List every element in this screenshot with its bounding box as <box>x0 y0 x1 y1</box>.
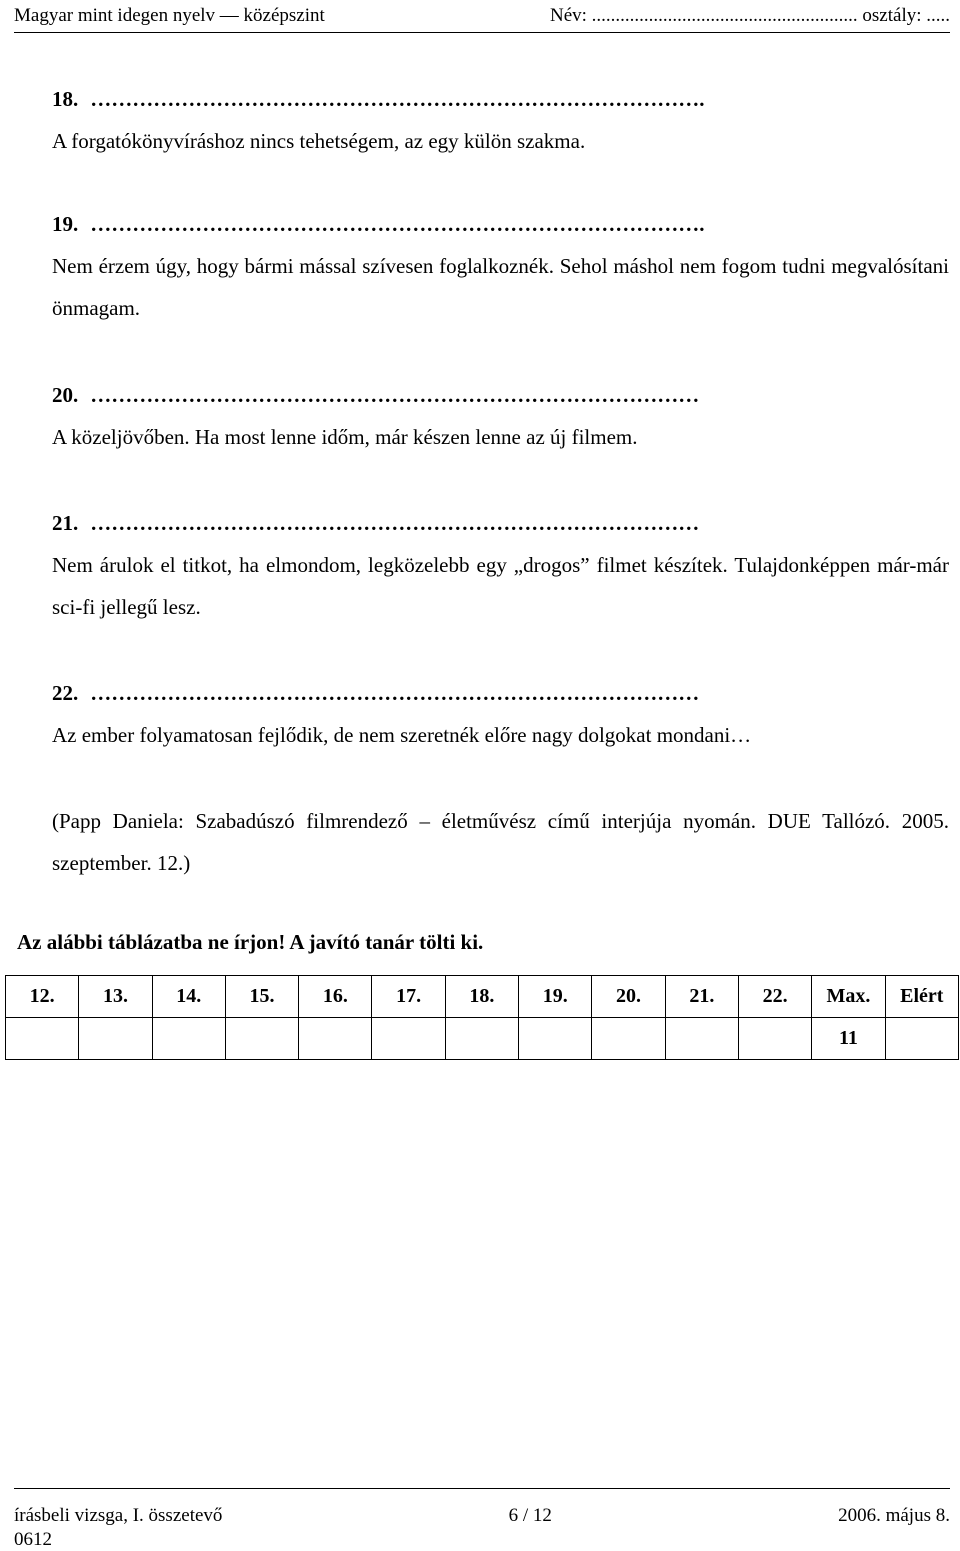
footer-exam-label: írásbeli vizsga, I. összetevő <box>14 1505 223 1526</box>
question-20 <box>52 374 949 458</box>
grading-header-cell: 14. <box>152 976 225 1018</box>
page-footer <box>14 1488 950 1551</box>
question-18 <box>52 78 949 162</box>
grading-header-cell: 19. <box>519 976 592 1018</box>
grading-achieved-cell <box>885 1018 958 1060</box>
question-text: A forgatókönyvíráshoz nincs tehetségem, az egy külön szakma. <box>52 129 586 153</box>
grading-table <box>5 975 959 1060</box>
grading-header-cell: 12. <box>6 976 79 1018</box>
grading-value-cell <box>519 1018 592 1060</box>
grading-header-cell: 13. <box>79 976 152 1018</box>
grading-value-cell <box>225 1018 298 1060</box>
grading-value-cell <box>6 1018 79 1060</box>
grading-value-cell <box>738 1018 811 1060</box>
grading-table-header-row <box>6 976 959 1018</box>
question-19 <box>52 203 949 329</box>
grading-value-cell <box>665 1018 738 1060</box>
question-text: Az ember folyamatosan fejlődik, de nem szeretnék előre nagy dolgokat mondani… <box>52 723 752 747</box>
question-number: 20. <box>52 383 79 407</box>
grading-header-cell: 15. <box>225 976 298 1018</box>
question-21 <box>52 502 949 628</box>
grading-header-cell: 18. <box>445 976 518 1018</box>
question-text: A közeljövőben. Ha most lenne időm, már készen lenne az új filmem. <box>52 425 638 449</box>
question-number: 19. <box>52 212 79 236</box>
grading-header-cell: 20. <box>592 976 665 1018</box>
grading-header-cell: 17. <box>372 976 445 1018</box>
question-number: 21. <box>52 511 79 535</box>
page-header <box>14 0 950 33</box>
grading-table-value-row <box>6 1018 959 1060</box>
grading-instruction: Az alábbi táblázatba ne írjon! A javító tanár tölti ki. <box>17 930 484 954</box>
footer-date: 2006. május 8. <box>838 1505 950 1526</box>
source-citation: (Papp Daniela: Szabadúszó filmrendező – életművész című interjúja nyomán. DUE Tallózó. 2005. szeptember. 12.) <box>52 809 949 875</box>
footer-code: 0612 <box>14 1529 52 1550</box>
answer-blank: ……………………………………………………………………………. <box>90 212 705 236</box>
question-number: 18. <box>52 87 79 111</box>
question-22 <box>52 672 949 756</box>
header-name-class-field: Név: ........................................................ osztály: ..... <box>549 5 950 26</box>
grading-value-cell <box>372 1018 445 1060</box>
grading-header-cell: 22. <box>738 976 811 1018</box>
question-number: 22. <box>52 681 79 705</box>
answer-blank: …………………………………………………………………………… <box>90 383 700 407</box>
answer-blank: …………………………………………………………………………… <box>90 511 700 535</box>
grading-max-cell: 11 <box>812 1018 885 1060</box>
answer-blank: …………………………………………………………………………… <box>90 681 700 705</box>
grading-value-cell <box>79 1018 152 1060</box>
question-text: Nem érzem úgy, hogy bármi mással szívesen foglalkoznék. Sehol máshol nem fogom tudni megvalósítani önmagam. <box>52 254 949 320</box>
grading-value-cell <box>592 1018 665 1060</box>
grading-value-cell <box>299 1018 372 1060</box>
question-text: Nem árulok el titkot, ha elmondom, legközelebb egy „drogos” filmet készítek. Tulajdonképpen már-már sci-fi jellegű lesz. <box>52 553 949 619</box>
footer-page-number: 6 / 12 <box>508 1505 552 1526</box>
grading-value-cell <box>152 1018 225 1060</box>
grading-header-cell: Elért <box>885 976 958 1018</box>
grading-value-cell <box>445 1018 518 1060</box>
grading-header-cell: 16. <box>299 976 372 1018</box>
answer-blank: ……………………………………………………………………………. <box>90 87 705 111</box>
grading-header-cell: 21. <box>665 976 738 1018</box>
header-subject: Magyar mint idegen nyelv — középszint <box>14 5 325 26</box>
grading-header-cell: Max. <box>812 976 885 1018</box>
